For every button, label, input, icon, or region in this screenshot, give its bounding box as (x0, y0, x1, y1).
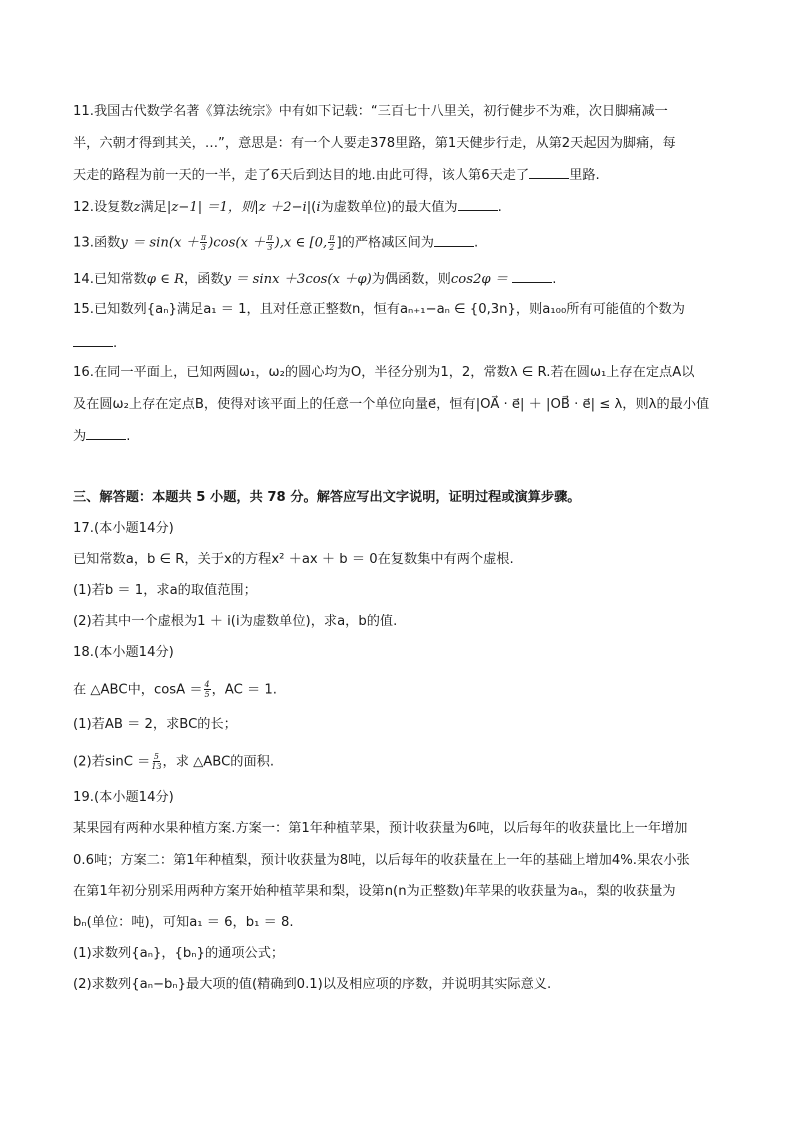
q19-head: 19.(本小题14分) (73, 790, 174, 805)
q14-text-a: 14.已知常数 (73, 272, 147, 287)
frac-num: π (200, 233, 207, 242)
q16-text: 为 (73, 429, 87, 444)
q14-text-c: ，函数 (184, 272, 224, 287)
q14-end: . (552, 272, 557, 287)
q18-stem-b: ，AC ＝ 1. (211, 682, 277, 698)
q17-part-2: (2)若其中一个虚根为1 ＋ i(i为虚数单位)，求a，b的值. (73, 614, 398, 629)
q13-expr-1: y ＝ sin(x ＋ (120, 235, 199, 251)
q14-expr-1: φ ∈ R (146, 272, 185, 287)
q15-line-2 (73, 334, 117, 353)
q18-part-2 (73, 752, 274, 772)
q19-line-3: 在第1年初分别采用两种方案开始种植苹果和梨，设第n(n为正整数)年苹果的收获量为aₙ，梨的收获量为 (73, 884, 676, 899)
q13-frac-3 (328, 233, 335, 252)
q13-text-e: ]的严格减区间为 (336, 235, 434, 251)
q15-line-1: 15.已知数列{aₙ}满足a₁ ＝ 1，且对任意正整数n，恒有aₙ₊₁−aₙ ∈ {0,3n}，则a₁₀₀所有可能值的个数为 (73, 302, 685, 317)
q18-frac-cos (204, 680, 211, 699)
q13-frac-2 (266, 233, 273, 252)
answer-blank (529, 166, 569, 179)
q14-expr-2: y ＝ sinx ＋3cos(x ＋φ) (223, 272, 372, 287)
q16-end: . (126, 429, 131, 444)
q12-expr-1: |z−1| ＝1，则 (166, 200, 255, 215)
answer-blank (434, 234, 474, 247)
q19-part-1: (1)求数列{aₙ}，{bₙ}的通项公式； (73, 946, 285, 961)
q13-end: . (473, 235, 479, 251)
frac-num: π (267, 233, 273, 242)
frac-den: 2 (329, 243, 335, 252)
frac-num: 4 (204, 680, 210, 689)
q17-head: 17.(本小题14分) (73, 521, 174, 536)
q12-end: . (497, 200, 502, 215)
q13-text-a: 13.函数 (73, 235, 121, 251)
section-heading: 三、解答题：本题共 5 小题，共 78 分。解答应写出文字说明，证明过程或演算步骤。 (73, 490, 581, 505)
q18-frac-sin (151, 752, 161, 771)
q16-line-1: 16.在同一平面上，已知两圆ω₁，ω₂的圆心均为O，半径分别为1，2，常数λ ∈ R.若在圆ω₁上存在定点A以 (73, 365, 695, 380)
q14-text-e: 为偶函数，则 (371, 272, 451, 287)
frac-den: 3 (267, 243, 273, 252)
q18-part-2-b: ，求 △ABC的面积. (162, 754, 275, 770)
answer-blank (458, 198, 498, 211)
q19-line-2: 0.6吨；方案二：第1年种植梨，预计收获量为8吨，以后每年的收获量在上一年的基础上增加4%.果农小张 (73, 853, 690, 868)
frac-den: 5 (204, 690, 210, 699)
q11-line-1: 11.我国古代数学名著《算法统宗》中有如下记载：“三百七十八里关，初行健步不为难，次日脚痛减一 (73, 104, 668, 119)
q12-paren: ( (311, 200, 317, 215)
q12-text-b: 满足 (140, 200, 167, 215)
frac-den: 13 (151, 762, 162, 771)
q14-expr-3: cos2φ ＝ (450, 272, 508, 287)
q12-text-g: 为虚数单位)的最大值为 (320, 200, 458, 215)
q17-stem: 已知常数a，b ∈ R，关于x的方程x² ＋ax ＋ b ＝ 0在复数集中有两个虚根. (73, 552, 514, 567)
q18-stem-a: 在 △ABC中，cosA ＝ (73, 682, 203, 698)
q13-expr-3: ),x ∈ [0, (274, 235, 328, 251)
q12-expr-2: |z ＋2−i| (254, 200, 312, 215)
q18-part-2-a: (2)若sinC ＝ (73, 754, 151, 770)
q17-part-1: (1)若b ＝ 1，求a的取值范围； (73, 583, 257, 598)
q12-text-a: 12.设复数 (73, 200, 134, 215)
frac-num: π (329, 233, 335, 242)
q11-line-3 (73, 166, 600, 185)
q13-expr-2: )cos(x ＋ (208, 235, 266, 251)
q12-line (73, 198, 502, 217)
q11-line-3-text: 天走的路程为前一天的一半，走了6天后到达目的地.由此可得，该人第6天走了 (73, 168, 530, 183)
answer-blank (73, 334, 113, 347)
q11-line-3-end: 里路. (569, 168, 600, 183)
q18-part-1: (1)若AB ＝ 2，求BC的长； (73, 717, 237, 732)
answer-blank (86, 427, 126, 440)
q18-head: 18.(本小题14分) (73, 645, 174, 660)
answer-blank (512, 270, 552, 283)
q14-line (73, 270, 556, 289)
q19-part-2: (2)求数列{aₙ−bₙ}最大项的值(精确到0.1)以及相应项的序数，并说明其实际意义. (73, 977, 552, 992)
frac-num: 5 (153, 752, 159, 761)
q12-i: i (316, 200, 321, 215)
q13-frac-1 (200, 233, 207, 252)
q11-line-2: 半，六朝才得到其关，…”，意思是：有一个人要走378里路，第1天健步行走，从第2天起因为脚痛，每 (73, 136, 676, 151)
q19-line-1: 某果园有两种水果种植方案.方案一：第1年种植苹果，预计收获量为6吨，以后每年的收获量比上一年增加 (73, 821, 688, 836)
q12-z: z (133, 200, 141, 215)
q15-end: . (113, 336, 118, 351)
frac-den: 3 (200, 243, 206, 252)
q18-stem (73, 680, 277, 700)
q16-line-3 (73, 427, 130, 446)
q13-line (73, 233, 478, 253)
q19-line-4: bₙ(单位：吨)，可知a₁ ＝ 6，b₁ ＝ 8. (73, 915, 294, 930)
q16-line-2: 及在圆ω₂上存在定点B，使得对该平面上的任意一个单位向量e⃗，恒有|OA⃗ · e⃗| ＋ |OB⃗ · e⃗| ≤ λ，则λ的最小值 (73, 397, 710, 412)
